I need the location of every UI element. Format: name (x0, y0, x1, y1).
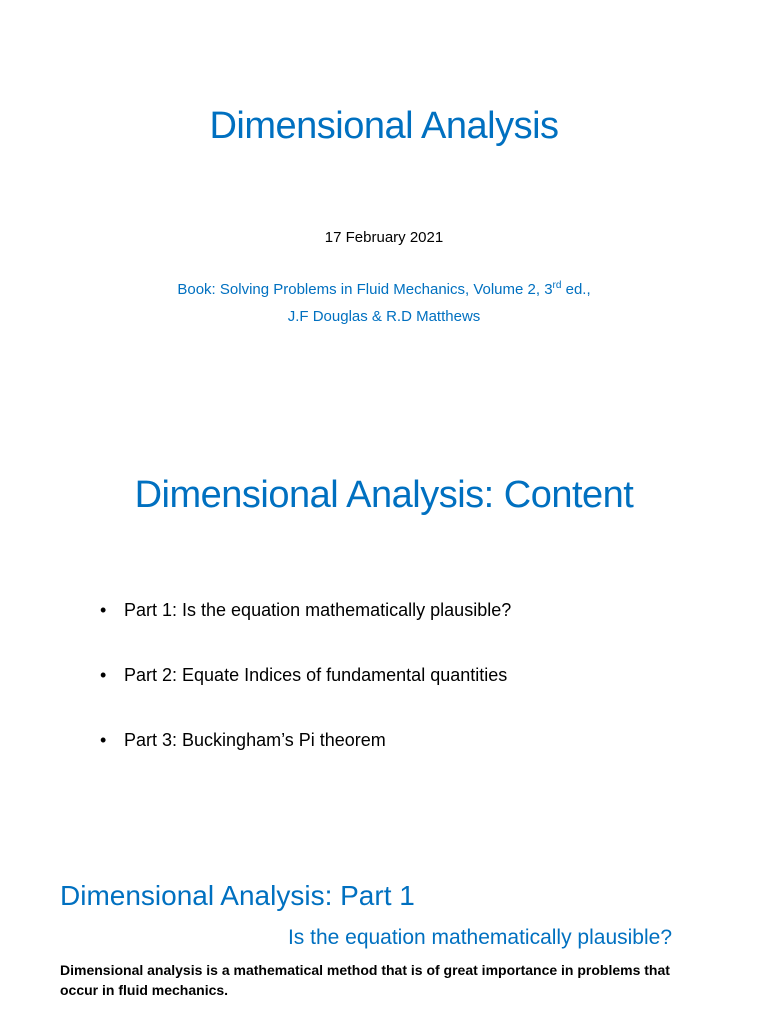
book-title-text: Book: Solving Problems in Fluid Mechanics, Volume 2, 3 (177, 281, 553, 298)
bullet-icon: • (100, 600, 107, 620)
bullet-icon: • (100, 665, 107, 685)
edition-superscript: rd (552, 280, 562, 291)
book-edition-suffix: ed., (561, 281, 591, 298)
bullet-text: Part 3: Buckingham’s Pi theorem (124, 730, 386, 750)
content-title: Dimensional Analysis: Content (134, 474, 634, 516)
bullet-text: Part 1: Is the equation mathematically plausible? (124, 600, 512, 620)
part1-subtitle: Is the equation mathematically plausible? (287, 926, 672, 949)
list-item (100, 600, 511, 665)
content-slide (0, 400, 768, 800)
list-item (100, 665, 511, 730)
slide-title: Dimensional Analysis (209, 105, 559, 147)
title-slide (0, 0, 768, 400)
book-reference (0, 280, 768, 298)
slide-date: 17 February 2021 (324, 229, 444, 246)
part1-paragraph: Dimensional analysis is a mathematical method that is of great importance in problems that occur in fluid mechanics. (60, 962, 670, 998)
bullet-text: Part 2: Equate Indices of fundamental quantities (124, 665, 508, 685)
bullet-icon: • (100, 730, 107, 750)
part1-title: Dimensional Analysis: Part 1 (60, 880, 415, 911)
list-item (100, 730, 511, 795)
book-authors: J.F Douglas & R.D Matthews (287, 308, 481, 325)
part1-slide (0, 860, 768, 1024)
content-bullet-list (100, 600, 511, 795)
